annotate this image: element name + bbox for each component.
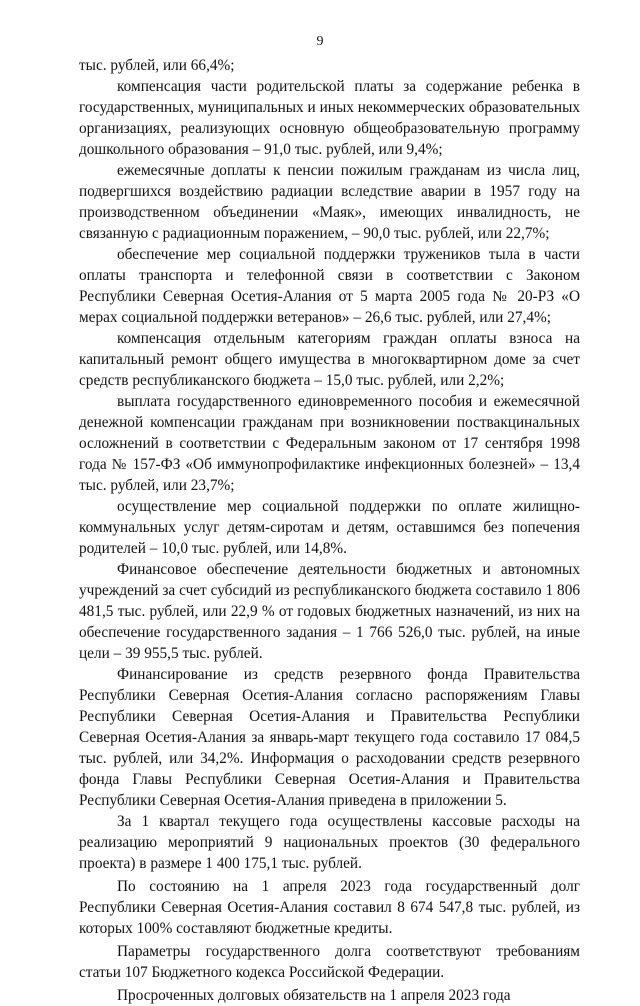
page-number: 9	[316, 34, 324, 49]
paragraph: Финансирование из средств резервного фонда Правительства Республики Северная Осетия-Алания согласно распоряжениям Главы Республики Северная Осетия-Алания и Правительства Республики Северная Осетия-Алания за январь-март текущего года составило 17 084,5 тыс. рублей, или 34,2%. Информация о расходовании средств резервного фонда Главы Республики Северная Осетия-Алания и Правительства Республики Северная Осетия-Алания приведена в приложении 5.	[79, 666, 580, 809]
paragraph: Просроченных долговых обязательств на 1 апреля 2023 года	[117, 987, 511, 1004]
paragraph: компенсация части родительской платы за содержание ребенка в государственных, муниципальных и иных некоммерческих образовательных организациях, реализующих основную общеобразовательную программу дошкольного образования – 91,0 тыс. рублей, или 9,4%;	[79, 78, 580, 158]
paragraph: Параметры государственного долга соответствуют требованиям статьи 107 Бюджетного кодекса Российской Федерации.	[79, 943, 580, 981]
paragraph: осуществление мер социальной поддержки по оплате жилищно-коммунальных услуг детям-сиротам и детям, оставшимся без попечения родителей – 10,0 тыс. рублей, или 14,8%.	[79, 498, 580, 557]
paragraph: ежемесячные доплаты к пенсии пожилым гражданам из числа лиц, подвергшихся воздействию радиации вследствие аварии в 1957 году на производственном объединении «Маяк», имеющих инвалидность, не связанную с радиационным поражением, – 90,0 тыс. рублей, или 22,7%;	[79, 162, 580, 242]
body-text	[79, 55, 580, 1006]
paragraph: обеспечение мер социальной поддержки тружеников тыла в части оплаты транспорта и телефонной связи в соответствии с Законом Республики Северная Осетия-Алания от 5 марта 2005 года № 20-РЗ «О мерах социальной поддержки ветеранов» – 26,6 тыс. рублей, или 27,4%;	[79, 246, 580, 326]
paragraph: За 1 квартал текущего года осуществлены кассовые расходы на реализацию мероприятий 9 национальных проектов (30 федерального проекта) в размере 1 400 175,1 тыс. рублей.	[79, 813, 580, 872]
paragraph: компенсация отдельным категориям граждан оплаты взноса на капитальный ремонт общего имущества в многоквартирном доме за счет средств республиканского бюджета – 15,0 тыс. рублей, или 2,2%;	[79, 330, 580, 389]
paragraph: тыс. рублей, или 66,4%;	[79, 57, 235, 74]
paragraph: Финансовое обеспечение деятельности бюджетных и автономных учреждений за счет субсидий из республиканского бюджета составило 1 806 481,5 тыс. рублей, или 22,9 % от годовых бюджетных назначений, из них на обеспечение государственного задания – 1 766 526,0 тыс. рублей, на иные цели – 39 955,5 тыс. рублей.	[79, 561, 580, 662]
paragraph: выплата государственного единовременного пособия и ежемесячной денежной компенсации гражданам при возникновении поствакцинальных осложнений в соответствии с Федеральным законом от 17 сентября 1998 года № 157-ФЗ «Об иммунопрофилактике инфекционных болезней» – 13,4 тыс. рублей, или 23,7%;	[79, 393, 580, 494]
paragraph: По состоянию на 1 апреля 2023 года государственный долг Республики Северная Осетия-Алания составил 8 674 547,8 тыс. рублей, из которых 100% составляют бюджетные кредиты.	[79, 878, 580, 937]
